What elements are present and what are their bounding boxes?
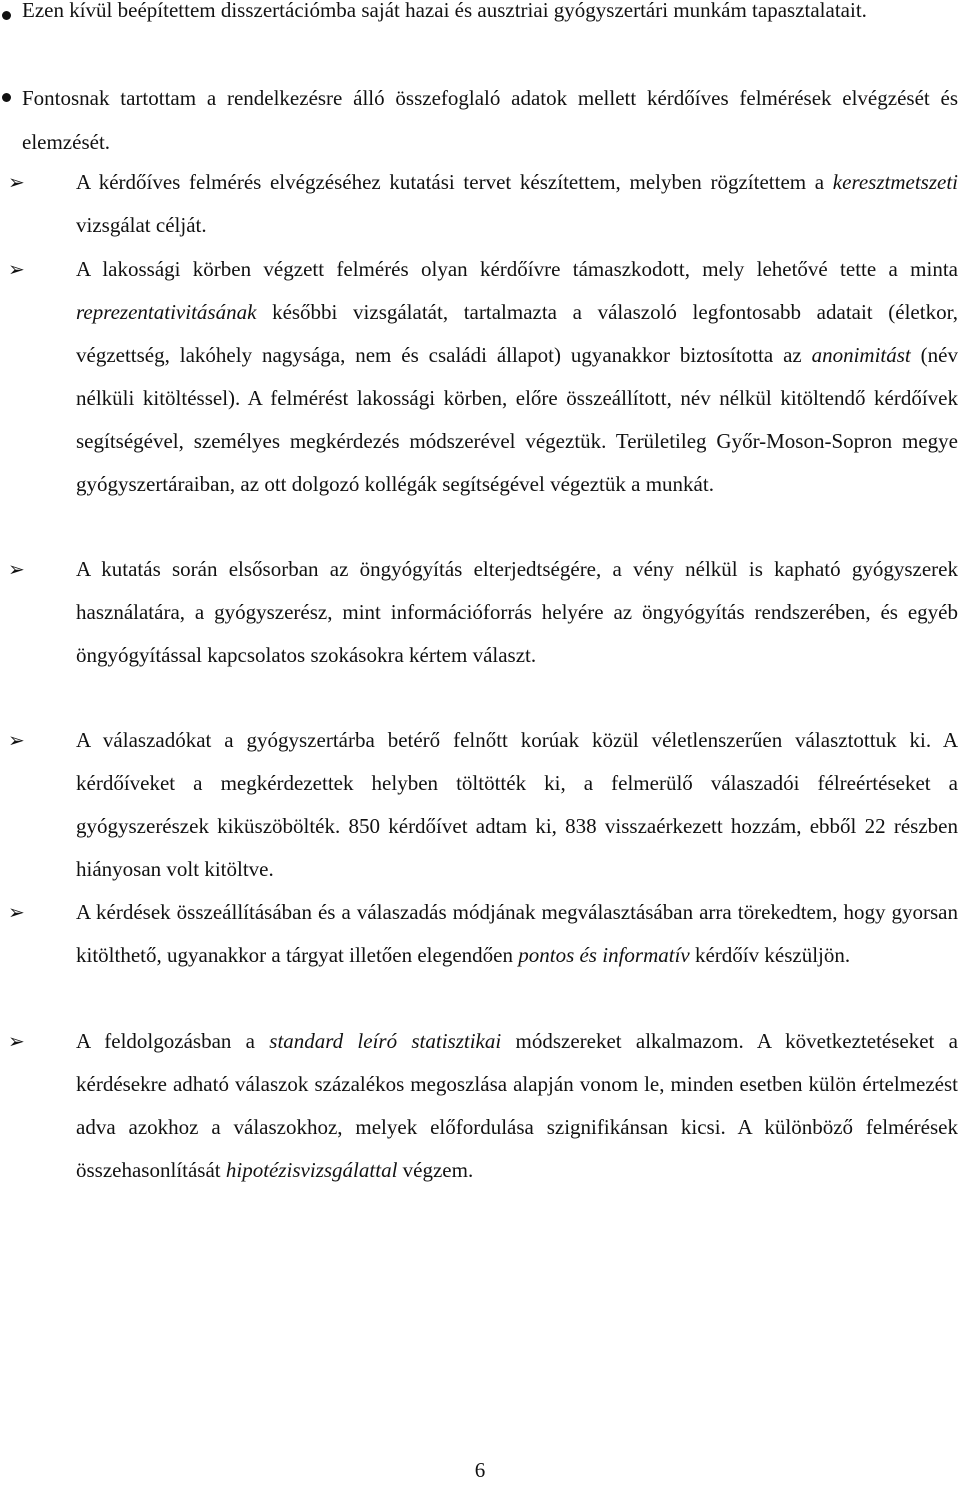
list-item-text: A lakossági körben végzett felmérés olyan kérdőívre támaszkodott, mely lehetővé tette a minta reprezentativitásának későbbi vizsgálatát, tartalmazta a válaszoló legfontosabb adatait (életkor, végzettség, lakóhely nagysága, nem és családi állapot) ugyanakkor biztosította az anonimitást (név nélküli kitöltéssel). A felmérést lakossági körben, előre összeállított, név nélkül kitöltendő kérdőívek segítségével, személyes megkérdezés módszerével végeztük. Területileg Győr-Moson-Sopron megye gyógyszertáraiban, az ott dolgozó kollégák segítségével végeztük a munkát. [76,257,958,496]
arrow-bullet-icon: ➢ [8,557,25,581]
arrow-bullet-icon: ➢ [8,257,25,281]
arrow-bullet-icon: ➢ [8,900,25,924]
list-item [0,1020,958,1192]
list-item [0,719,958,891]
list-item [0,161,958,247]
list-item-text: Fontosnak tartottam a rendelkezésre álló összefoglaló adatok mellett kérdőíves felmérések elvégzését és elemzését. [22,86,958,154]
list-item-text: Ezen kívül beépítettem disszertációmba saját hazai és ausztriai gyógyszertári munkám tapasztalatait. [22,0,867,22]
arrow-bullet-icon: ➢ [8,1029,25,1053]
list-item-text: A kutatás során elsősorban az öngyógyítás elterjedtségére, a vény nélkül is kapható gyógyszerek használatára, a gyógyszerész, mint információforrás helyére az öngyógyítás rendszerében, és egyéb öngyógyítással kapcsolatos szokásokra kértem választ. [76,557,958,667]
list-item [0,891,958,977]
list-item [0,548,958,677]
list-item-text: A feldolgozásban a standard leíró statisztikai módszereket alkalmazom. A következtetéseket a kérdésekre adható válaszok százalékos megoszlása alapján vonom le, minden esetben külön értelmezést adva azokhoz a válaszokhoz, melyek előfordulása szignifikánsan kicsi. A különböző felmérések összehasonlítását hipotézisvizsgálattal végzem. [76,1029,958,1182]
list-item-text: A válaszadókat a gyógyszertárba betérő felnőtt korúak közül véletlenszerűen választottuk ki. A kérdőíveket a megkérdezettek helyben töltötték ki, a felmerülő válaszadói félreértéseket a gyógyszerészek kiküszöbölték. 850 kérdőívet adtam ki, 838 visszaérkezett hozzám, ebből 22 részben hiányosan volt kitöltve. [76,728,958,881]
list-item [0,0,958,26]
page-number: 6 [474,1458,486,1482]
arrow-bullet-icon: ➢ [8,728,25,752]
list-item [0,76,958,164]
list-item [0,248,958,506]
list-item-text: A kérdések összeállításában és a válaszadás módjának megválasztásában arra törekedtem, hogy gyorsan kitölthető, ugyanakkor a tárgyat illetően elegendően pontos és informatív kérdőív készüljön. [76,900,958,967]
list-item-text: A kérdőíves felmérés elvégzéséhez kutatási tervet készítettem, melyben rögzítettem a keresztmetszeti vizsgálat célját. [76,170,958,237]
arrow-bullet-icon: ➢ [8,170,25,194]
